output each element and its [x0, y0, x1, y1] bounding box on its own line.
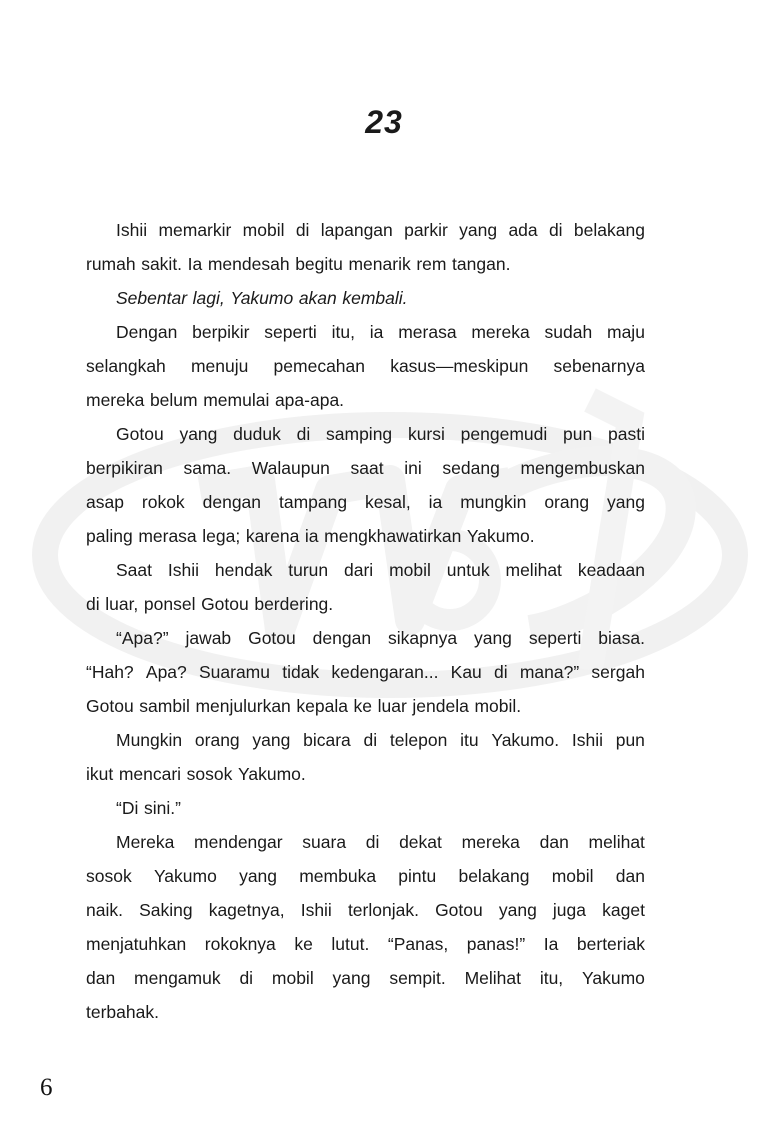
text-line: mereka belum memulai apa-apa.	[86, 390, 345, 410]
text-line: Mereka mendengar suara di dekat mereka dan melihat	[116, 832, 645, 852]
text-line: Mungkin orang yang bicara di telepon itu Yakumo. Ishii pun	[116, 730, 645, 750]
text-line: ikut mencari sosok Yakumo.	[86, 764, 306, 784]
text-line: selangkah menuju pemecahan kasus—meskipun sebenarnya	[86, 356, 645, 376]
text-line: Gotou yang duduk di samping kursi pengemudi pun pasti	[116, 424, 645, 444]
text-line: terbahak.	[86, 1002, 159, 1022]
text-line: Sebentar lagi, Yakumo akan kembali.	[116, 288, 408, 308]
text-line: menjatuhkan rokoknya ke lutut. “Panas, panas!” Ia berteriak	[86, 934, 645, 954]
text-line: dan mengamuk di mobil yang sempit. Melihat itu, Yakumo	[86, 968, 645, 988]
text-line: paling merasa lega; karena ia mengkhawatirkan Yakumo.	[86, 526, 535, 546]
text-line: di luar, ponsel Gotou berdering.	[86, 594, 334, 614]
text-line: naik. Saking kagetnya, Ishii terlonjak. Gotou yang juga kaget	[86, 900, 645, 920]
text-line: sosok Yakumo yang membuka pintu belakang mobil dan	[86, 866, 645, 886]
text-line: berpikiran sama. Walaupun saat ini sedang mengembuskan	[86, 458, 645, 478]
text-line: “Apa?” jawab Gotou dengan sikapnya yang seperti biasa.	[116, 628, 645, 648]
text-line: Gotou sambil menjulurkan kepala ke luar jendela mobil.	[86, 696, 522, 716]
text-line: Ishii memarkir mobil di lapangan parkir yang ada di belakang	[116, 220, 645, 240]
text-line: “Hah? Apa? Suaramu tidak kedengaran... Kau di mana?” sergah	[86, 662, 645, 682]
text-line: asap rokok dengan tampang kesal, ia mungkin orang yang	[86, 492, 645, 512]
body-text	[86, 213, 645, 1029]
chapter-number: 23	[365, 104, 403, 140]
page-number: 6	[40, 1074, 53, 1101]
text-line: Dengan berpikir seperti itu, ia merasa mereka sudah maju	[116, 322, 645, 342]
text-line: “Di sini.”	[116, 798, 181, 818]
text-line: rumah sakit. Ia mendesah begitu menarik rem tangan.	[86, 254, 511, 274]
text-line: Saat Ishii hendak turun dari mobil untuk melihat keadaan	[116, 560, 645, 580]
